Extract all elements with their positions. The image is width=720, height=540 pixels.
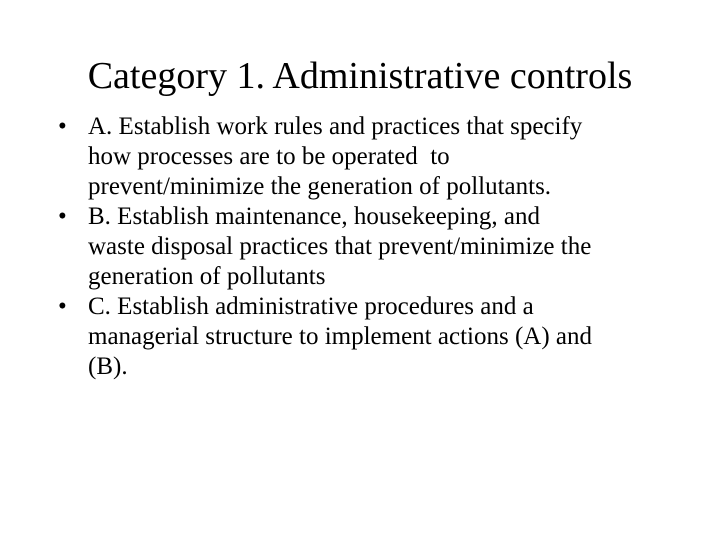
bullet-list	[58, 112, 668, 382]
bullet-text-line: how processes are to be operated to	[88, 143, 450, 170]
bullet-text-line: managerial structure to implement actions (A) and	[88, 323, 592, 350]
bullet-icon: •	[58, 203, 67, 230]
bullet-text-line: generation of pollutants	[88, 263, 326, 290]
slide-title: Category 1. Administrative controls	[87, 55, 633, 97]
bullet-item-b	[58, 202, 668, 292]
bullet-text-line: waste disposal practices that prevent/minimize the	[88, 233, 592, 260]
bullet-icon: •	[58, 293, 67, 320]
bullet-text-line: (B).	[88, 353, 128, 380]
bullet-item-a	[58, 112, 668, 202]
bullet-text-line: A. Establish work rules and practices that specify	[88, 113, 583, 140]
bullet-icon: •	[58, 113, 67, 140]
bullet-text-line: C. Establish administrative procedures and a	[88, 293, 534, 320]
bullet-item-c	[58, 292, 668, 382]
bullet-text-line: prevent/minimize the generation of pollutants.	[88, 173, 552, 200]
bullet-text-line: B. Establish maintenance, housekeeping, and	[88, 203, 540, 230]
